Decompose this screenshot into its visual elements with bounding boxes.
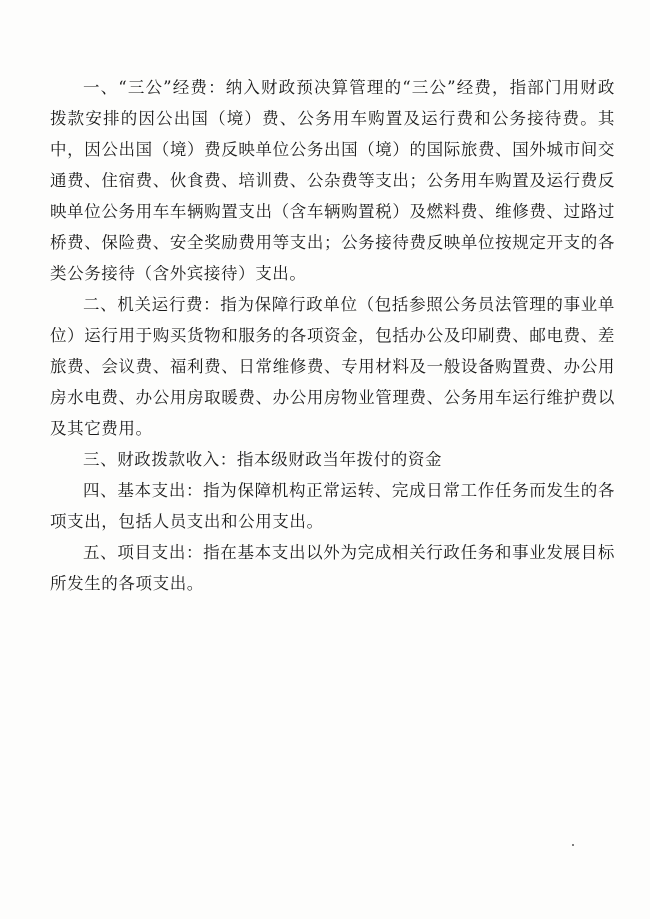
paragraph-sangong-expenses: 一、“三公”经费：纳入财政预决算管理的“三公”经费，指部门用财政拨款安排的因公出国（境）费、公务用车购置及运行费和公务接待费。其中，因公出国（境）费反映单位公务出国（境）的国际旅费、国外城市间交通费、住宿费、伙食费、培训费、公杂费等支出；公务用车购置及运行费反映单位公务用车车辆购置支出（含车辆购置税）及燃料费、维修费、过路过桥费、保险费、安全奖励费用等支出；公务接待费反映单位按规定开支的各类公务接待（含外宾接待）支出。: [50, 78, 615, 283]
scan-speck: [572, 844, 574, 846]
paragraph-fiscal-appropriation-income: 三、财政拨款收入：指本级财政当年拨付的资金: [83, 450, 443, 469]
paragraph-project-expenditure: 五、项目支出：指在基本支出以外为完成相关行政任务和事业发展目标所发生的各项支出。: [50, 543, 615, 593]
paragraph-operating-expenses: 二、机关运行费：指为保障行政单位（包括参照公务员法管理的事业单位）运行用于购买货物和服务的各项资金，包括办公及印刷费、邮电费、差旅费、会议费、福利费、日常维修费、专用材料及一般设备购置费、办公用房水电费、办公用房取暖费、办公用房物业管理费、公务用车运行维护费以及其它费用。: [50, 295, 615, 438]
document-body: [50, 72, 615, 599]
paragraph-basic-expenditure: 四、基本支出：指为保障机构正常运转、完成日常工作任务而发生的各项支出，包括人员支出和公用支出。: [50, 481, 615, 531]
